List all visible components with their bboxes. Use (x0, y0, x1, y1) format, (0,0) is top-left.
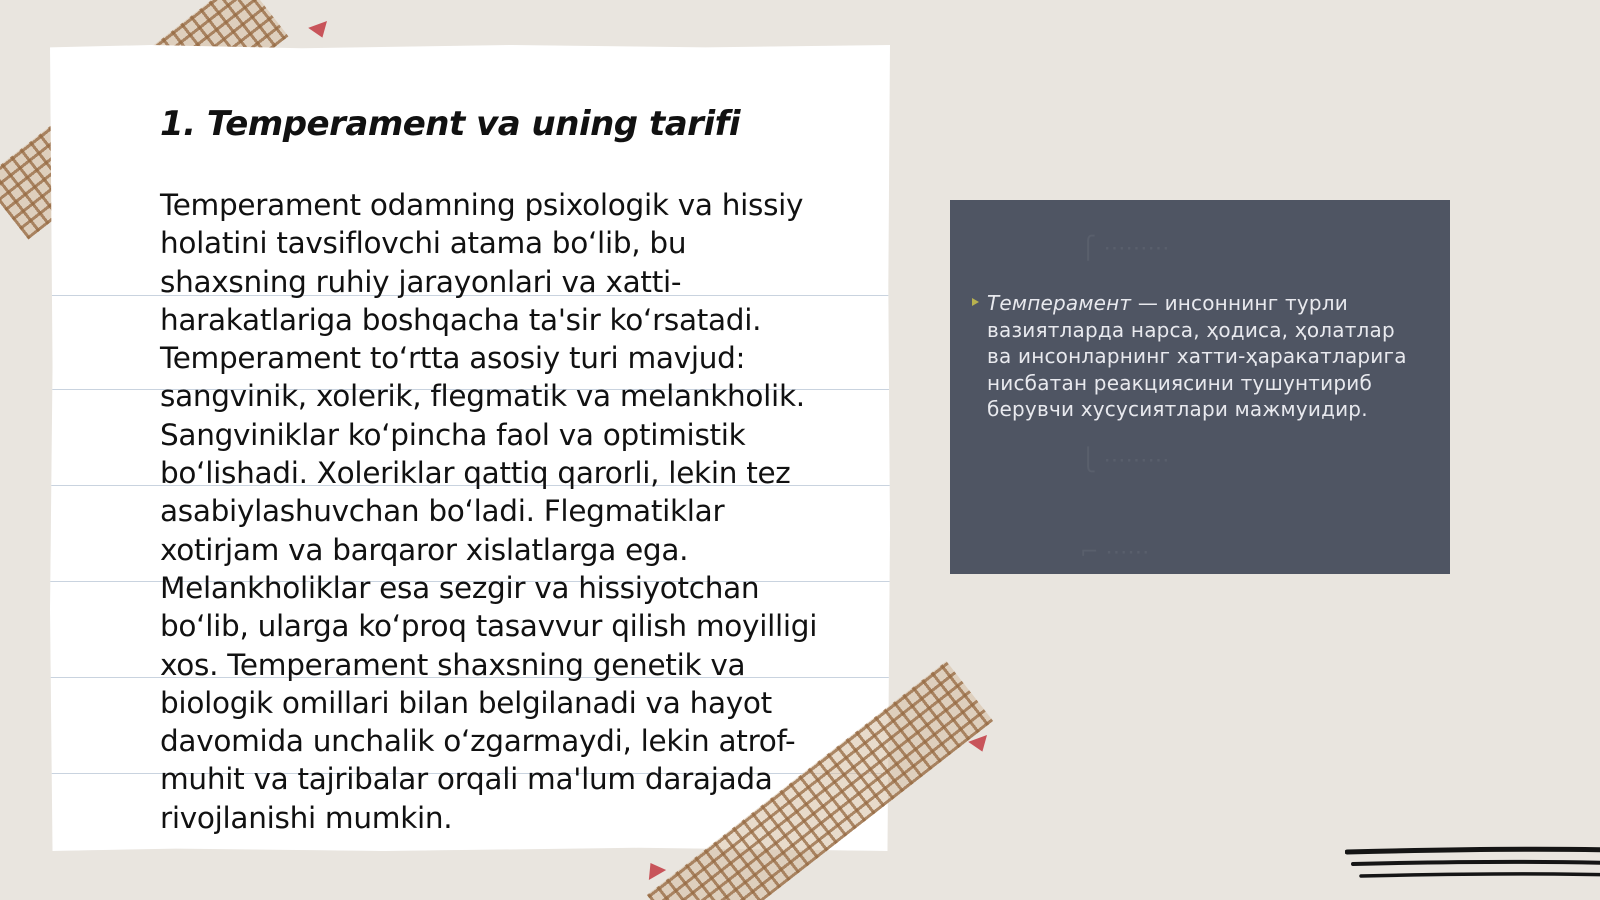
definition-bullet (972, 290, 1412, 423)
background-scribble: ⎩ ⋯⋯⋯ (1080, 448, 1170, 473)
definition-image (950, 200, 1450, 574)
slide-body-text: Temperament odamning psixologik va hissiy holatini tavsiflovchi atama bo‘lib, bu shaxsning ruhiy jarayonlari va xatti-harakatlariga boshqacha ta'sir ko‘rsatadi. Temperament to‘rtta asosiy turi mavjud: sangvinik, xolerik, flegmatik va melankholik. Sangviniklar ko‘pincha faol va optimistik bo‘lishadi. Xoleriklar qattiq qarorli, lekin tez asabiylashuvchan bo‘ladi. Flegmatiklar xotirjam va barqaror xislatlarga ega. Melankholiklar esa sezgir va hissiyotchan bo‘lib, ularga ko‘proq tasavvur qilish moyilligi xos. Temperament shaxsning genetik va biologik omillari bilan belgilanadi va hayot davomida unchalik o‘zgarmaydi, lekin atrof-muhit va tajribalar orqali ma'lum darajada rivojlanishi mumkin. (160, 188, 818, 835)
pin-icon (968, 735, 992, 755)
brush-stroke-decoration (1345, 846, 1600, 886)
pin-icon (642, 858, 666, 880)
slide-title: 1. Temperament va uning tarifi (160, 104, 741, 144)
definition-body: — инсоннинг турли вазиятларда нарса, ҳодиса, ҳолатлар ва инсонларнинг хатти-ҳаракатларига нисбатан реакциясини тушунтириб берувчи хусусиятлари мажмуидир. (987, 291, 1407, 421)
triangle-bullet-icon (972, 298, 979, 306)
pin-icon (308, 21, 332, 41)
definition-text (987, 290, 1412, 423)
background-scribble: ⎧ ⋯⋯⋯ (1080, 236, 1170, 261)
definition-term: Темперамент (987, 291, 1132, 315)
background-scribble: ⌐ ⋯⋯ (1080, 540, 1150, 565)
